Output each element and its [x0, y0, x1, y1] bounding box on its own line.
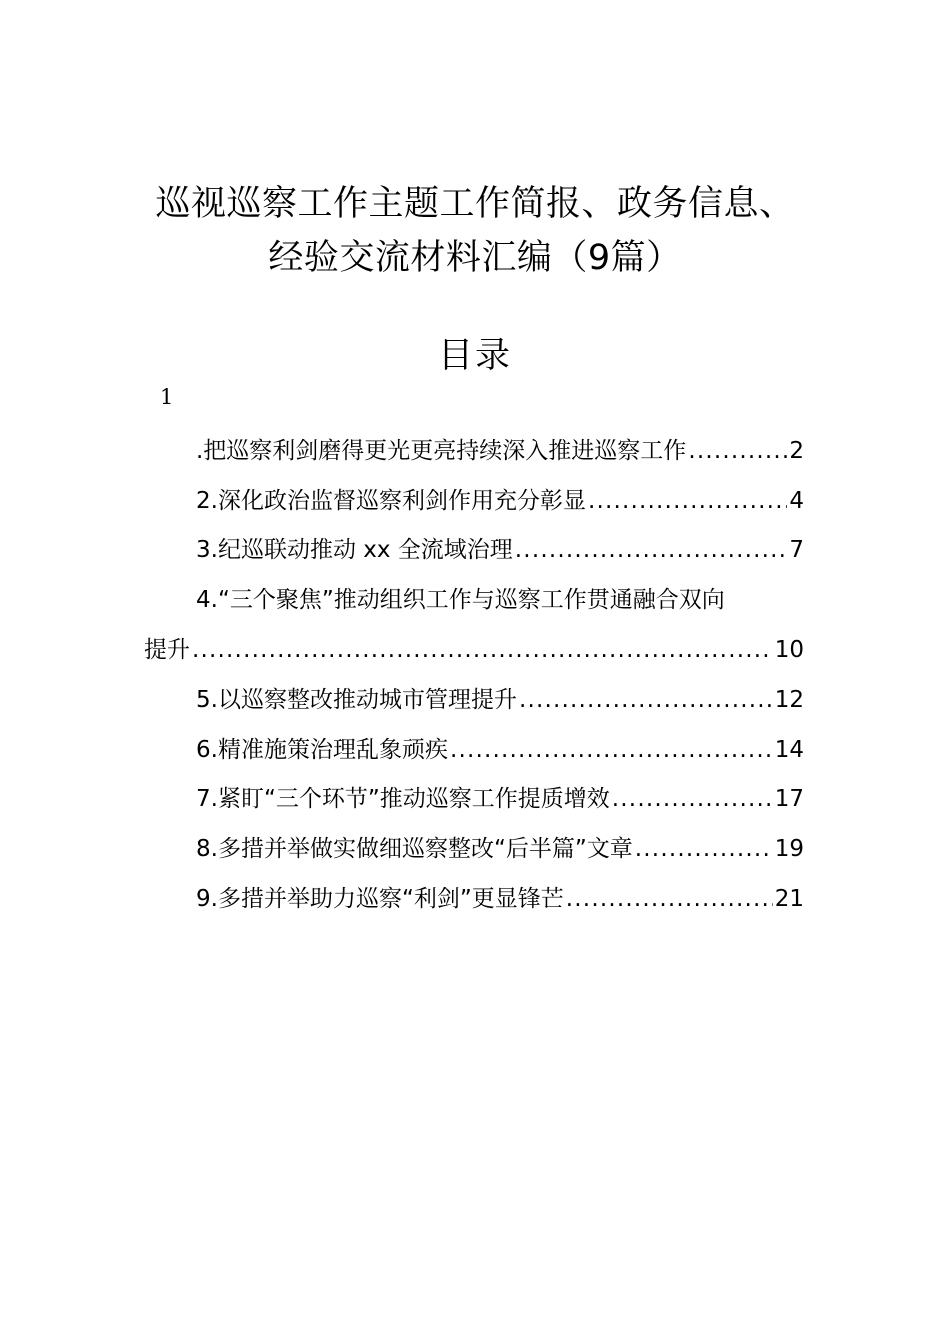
- toc-entry-text: 3.纪巡联动推动 xx 全流域治理: [196, 537, 513, 563]
- toc-entry-text: 7.紧盯“三个环节”推动巡察工作提质增效: [196, 786, 610, 812]
- toc-leader-dots: [612, 786, 773, 812]
- toc-entry-8[interactable]: [196, 830, 804, 864]
- toc-entry-text: 8.多措并举做实做细巡察整改“后半篇”文章: [196, 836, 633, 862]
- toc-entry-page: 7: [789, 537, 804, 563]
- toc-entry-page: 12: [774, 687, 804, 713]
- toc-entry-text: 9.多措并举助力巡察“利剑”更显锋芒: [196, 886, 564, 912]
- toc-leader-dots: [635, 836, 773, 862]
- toc-entry-text: .把巡察利剑磨得更光更亮持续深入推进巡察工作: [196, 438, 687, 464]
- toc-entry-page: 4: [789, 488, 804, 514]
- document-title-line-2: 经验交流材料汇编（9篇）: [268, 238, 682, 278]
- toc-leader-dots: [515, 537, 788, 563]
- toc-entry-4[interactable]: [196, 581, 804, 615]
- toc-entry-text: 6.精准施策治理乱象顽疾: [196, 737, 448, 763]
- toc-entry-6[interactable]: [196, 731, 804, 765]
- toc-leader-dots: [588, 488, 787, 514]
- toc-heading: 目录: [437, 336, 512, 376]
- toc-entry-text: 4.“三个聚焦”推动组织工作与巡察工作贯通融合双向: [196, 587, 725, 613]
- toc-entry-text-continuation: 提升: [144, 637, 190, 663]
- toc-entry-page: 21: [774, 886, 804, 912]
- toc-leader-dots: [688, 438, 787, 464]
- toc-entry-text: 5.以巡察整改推动城市管理提升: [196, 687, 517, 713]
- toc-entry-5[interactable]: [196, 681, 804, 715]
- page-number-marker: 1: [160, 385, 174, 409]
- toc-entry-9[interactable]: [196, 880, 804, 914]
- toc-leader-dots: [450, 737, 773, 763]
- toc-entry-4-continuation[interactable]: [144, 631, 804, 665]
- document-title-line-1: 巡视巡察工作主题工作简报、政务信息、: [155, 184, 795, 224]
- toc-entry-text: 2.深化政治监督巡察利剑作用充分彰显: [196, 488, 586, 514]
- toc-entry-2[interactable]: [196, 482, 804, 516]
- toc-leader-dots: [192, 637, 773, 663]
- toc-leader-dots: [519, 687, 773, 713]
- toc-entry-7[interactable]: [196, 780, 804, 814]
- toc-entry-page: 2: [789, 438, 804, 464]
- toc-leader-dots: [566, 886, 773, 912]
- toc-entry-page: 17: [774, 786, 804, 812]
- toc-entry-1[interactable]: [196, 432, 804, 466]
- toc-entry-page: 19: [774, 836, 804, 862]
- toc-entry-page: 14: [774, 737, 804, 763]
- toc-entry-3[interactable]: [196, 531, 804, 565]
- toc-entry-page: 10: [774, 637, 804, 663]
